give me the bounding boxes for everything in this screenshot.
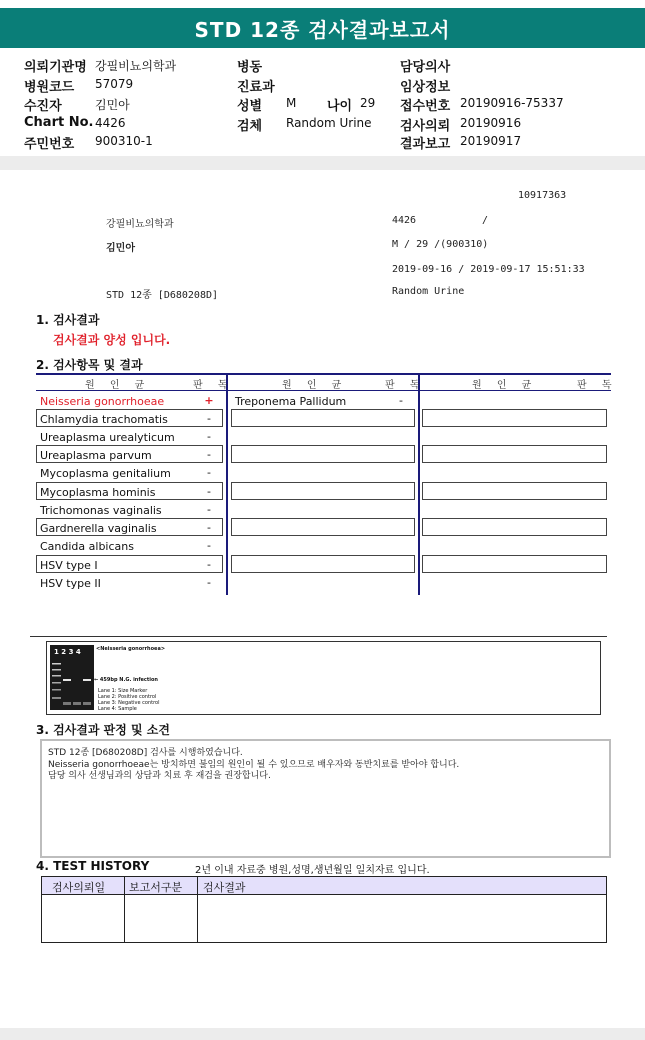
table-col-divider-2 — [418, 373, 420, 595]
value-resident-no: 900310-1 — [95, 134, 153, 148]
pathogen-name: Ureaplasma urealyticum — [40, 431, 175, 444]
label-report-date: 결과보고 — [400, 137, 451, 152]
label-specimen: 검체 — [237, 119, 263, 134]
pathogen-result: - — [207, 503, 211, 516]
history-col-divider — [197, 877, 198, 942]
pathogen-name: Mycoplasma genitalium — [40, 467, 171, 480]
label-patient: 수진자 — [24, 99, 62, 114]
page-divider — [0, 156, 645, 170]
form-chart: 4426 — [392, 215, 417, 226]
row-box — [422, 518, 607, 536]
label-sex: 성별 — [237, 99, 263, 114]
th-result-3: 판 독 — [577, 380, 618, 391]
comment-line: 담당 의사 선생님과의 상담과 치료 후 재검을 권장합니다. — [48, 771, 271, 781]
form-name: 김민아 — [106, 243, 135, 254]
table-col-divider-1 — [226, 373, 228, 595]
value-report-date: 20190917 — [460, 134, 522, 148]
pathogen-name: HSV type II — [40, 577, 101, 590]
pathogen-name: HSV type I — [40, 559, 98, 572]
value-sex: M — [286, 96, 297, 110]
history-table-header — [42, 877, 606, 895]
history-table — [41, 876, 607, 943]
comment-line: STD 12종 [D680208D] 검사를 시행하였습니다. — [48, 748, 243, 758]
row-box — [231, 555, 415, 573]
history-th-request-date: 검사의뢰일 — [52, 881, 106, 894]
value-institution: 강필비뇨의학과 — [95, 59, 177, 73]
label-doctor: 담당의사 — [400, 60, 451, 75]
pathogen-result: - — [207, 539, 211, 552]
th-result-2: 판 독 — [385, 380, 426, 391]
value-patient: 김민아 — [95, 98, 130, 112]
form-clinic: 강필비뇨의학과 — [106, 219, 174, 230]
page-bottom-band — [0, 1028, 645, 1040]
pathogen-name: Trichomonas vaginalis — [40, 504, 162, 517]
pathogen-name: Chlamydia trachomatis — [40, 413, 168, 426]
section-2-title: 2. 검사항목 및 결과 — [36, 358, 143, 372]
pathogen-result: - — [207, 558, 211, 571]
label-hospital-code: 병원코드 — [24, 80, 75, 95]
report-title: STD 12종 검사결과보고서 — [0, 8, 645, 48]
pathogen-name: Neisseria gonorrhoeae — [40, 395, 165, 408]
form-dates: 2019-09-16 / 2019-09-17 15:51:33 — [392, 264, 585, 275]
row-box — [231, 482, 415, 500]
pathogen-result: - — [399, 394, 403, 407]
history-th-report-type: 보고서구분 — [129, 881, 183, 894]
pathogen-name: Mycoplasma hominis — [40, 486, 156, 499]
comment-line: Neisseria gonorrhoeae는 방치하면 불임의 원인이 될 수 있으므로 배우자와 동반치료를 받아야 합니다. — [48, 760, 460, 770]
row-box — [422, 445, 607, 463]
ref-number: 10917363 — [518, 190, 567, 201]
value-request-date: 20190916 — [460, 116, 522, 130]
gel-lane-labels: 1 2 3 4 — [54, 648, 81, 656]
positive-result-text: 검사결과 양성 입니다. — [53, 333, 171, 347]
section-3-title: 3. 검사결과 판정 및 소견 — [36, 723, 170, 737]
value-specimen: Random Urine — [286, 116, 372, 130]
label-ward: 병동 — [237, 60, 263, 75]
pathogen-result: - — [207, 412, 211, 425]
pathogen-result: + — [204, 394, 214, 407]
pathogen-name: Ureaplasma parvum — [40, 449, 152, 462]
pathogen-name: Candida albicans — [40, 540, 134, 553]
gel-title: <Neisseria gonorrhoea> — [96, 646, 166, 652]
history-col-divider — [124, 877, 125, 942]
gel-divider — [30, 636, 607, 637]
pathogen-name: Treponema Pallidum — [235, 395, 347, 408]
row-box — [231, 445, 415, 463]
pathogen-result: - — [207, 485, 211, 498]
pathogen-name: Gardnerella vaginalis — [40, 522, 157, 535]
th-pathogen-1: 원 인 균 — [85, 380, 151, 391]
gel-legend-item: Lane 3: Negative control — [98, 700, 160, 706]
row-box — [422, 482, 607, 500]
label-clinical-info: 임상정보 — [400, 80, 451, 95]
row-box — [231, 409, 415, 427]
th-pathogen-2: 원 인 균 — [282, 380, 348, 391]
gel-legend-item: Lane 2: Positive control — [98, 694, 157, 700]
label-institution: 의뢰기관명 — [24, 60, 87, 75]
label-request-date: 검사의뢰 — [400, 119, 451, 134]
gel-band-label: ← 459bp N.G. infection — [94, 677, 158, 683]
pathogen-result: - — [207, 466, 211, 479]
label-department: 진료과 — [237, 80, 275, 95]
th-pathogen-3: 원 인 균 — [472, 380, 538, 391]
th-result-1: 판 독 — [193, 380, 234, 391]
form-sex-age: M / 29 /(900310) — [392, 239, 489, 250]
value-chart-no: 4426 — [95, 116, 126, 130]
history-th-result: 검사결과 — [203, 881, 246, 894]
pathogen-result: - — [207, 521, 211, 534]
value-receipt-no: 20190916-75337 — [460, 96, 564, 110]
pathogen-result: - — [207, 576, 211, 589]
history-note: 2년 이내 자료중 병원,성명,생년월일 일치자료 입니다. — [195, 865, 430, 876]
row-box — [422, 555, 607, 573]
value-age: 29 — [360, 96, 376, 110]
form-specimen: Random Urine — [392, 286, 465, 297]
pathogen-result: - — [207, 430, 211, 443]
value-hospital-code: 57079 — [95, 77, 134, 91]
form-slash: / — [482, 215, 489, 226]
form-test-code: STD 12종 [D680208D] — [106, 290, 219, 301]
label-age: 나이 — [327, 99, 353, 114]
label-resident-no: 주민번호 — [24, 137, 75, 152]
row-box — [422, 409, 607, 427]
gel-legend-item: Lane 1: Size Marker — [98, 688, 148, 694]
label-receipt-no: 접수번호 — [400, 99, 451, 114]
row-box — [231, 518, 415, 536]
label-chart-no: Chart No. — [24, 115, 94, 130]
gel-legend-item: Lane 4: Sample — [98, 706, 137, 712]
table-top-line — [36, 373, 611, 375]
pathogen-result: - — [207, 448, 211, 461]
section-4-title: 4. TEST HISTORY — [36, 859, 150, 873]
section-1-title: 1. 검사결과 — [36, 313, 100, 327]
